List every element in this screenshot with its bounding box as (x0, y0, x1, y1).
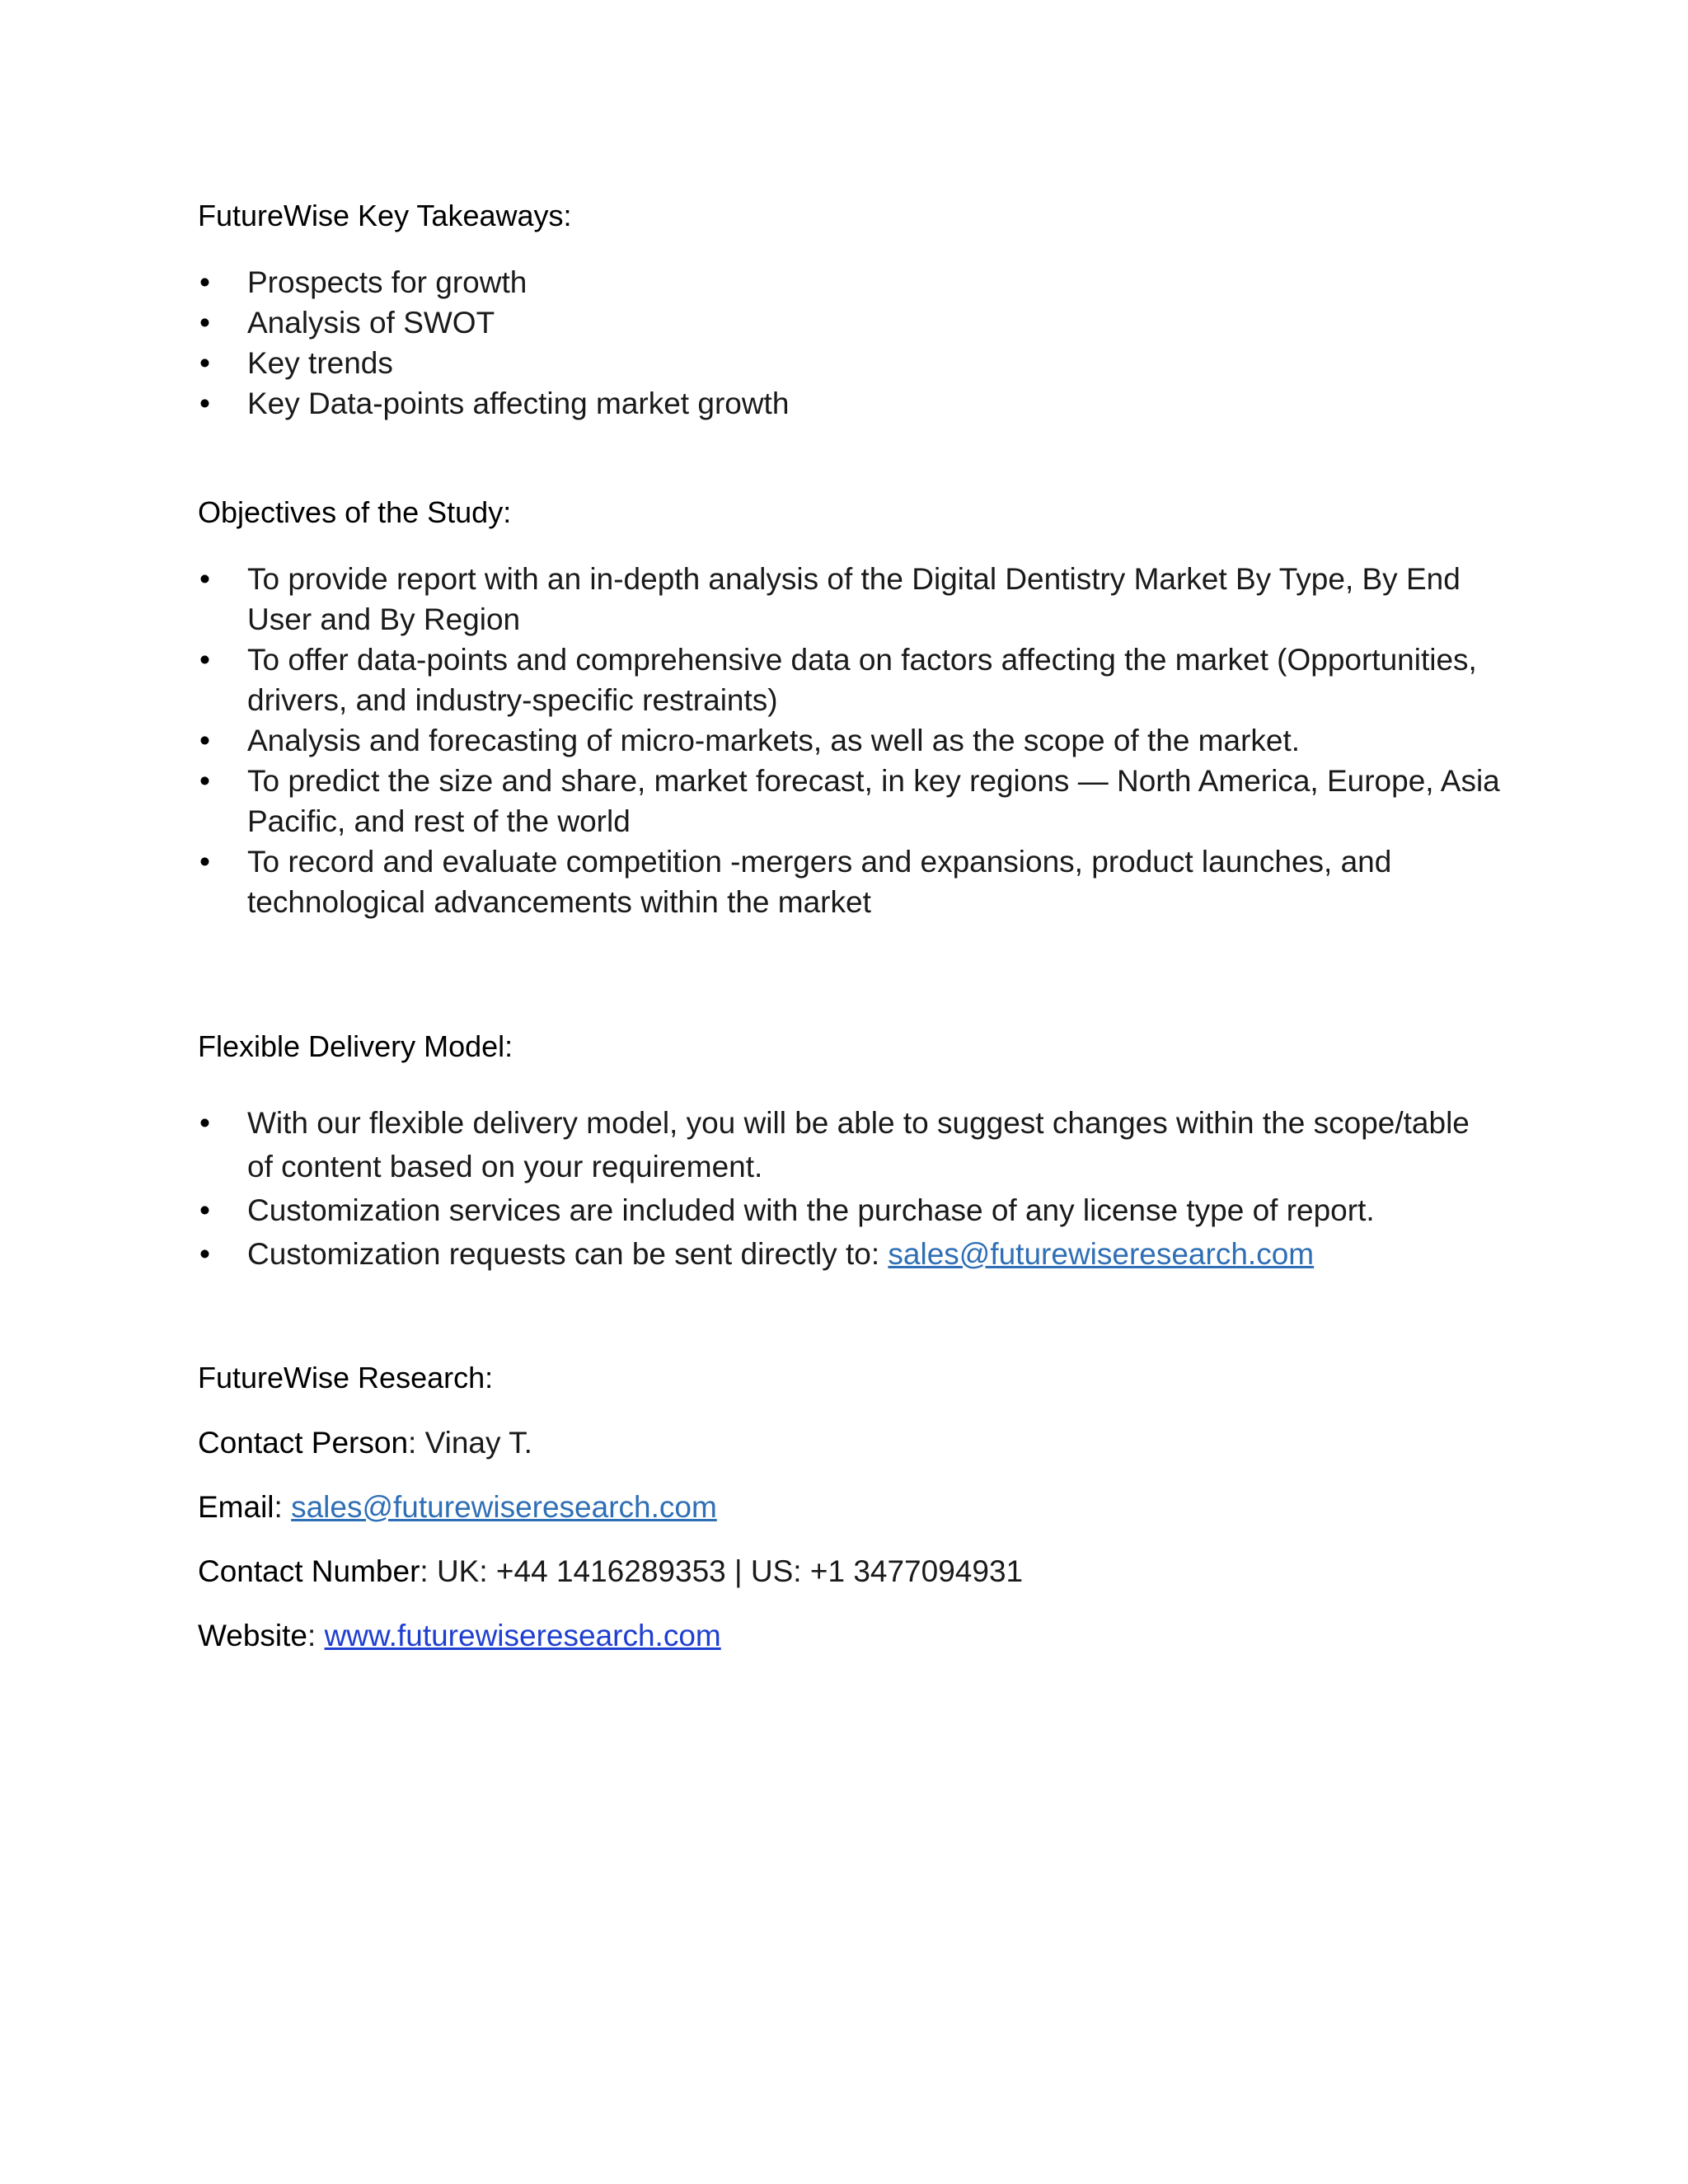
contact-number-line (198, 1553, 1023, 1591)
list-item: • To offer data-points and comprehensive data on factors affecting the market (Opportunities, drivers, and industry-specific restraints) (198, 640, 1500, 720)
bullet-icon: • (199, 265, 210, 299)
bullet-icon: • (199, 724, 210, 757)
contact-number-label: Contact Number (198, 1554, 420, 1588)
list-item: • Key Data-points affecting market growth (198, 383, 1500, 424)
list-item: • Customization requests can be sent directly to: sales@futurewiseresearch.com (198, 1232, 1500, 1276)
list-item: • Customization services are included with the purchase of any license type of report. (198, 1188, 1500, 1232)
customization-email-link[interactable]: sales@futurewiseresearch.com (888, 1237, 1315, 1271)
contact-person-label: Contact Person (198, 1426, 409, 1460)
delivery-list (198, 1101, 1500, 1276)
list-item: • With our flexible delivery model, you will be able to suggest changes within the scope/table of content based on your requirement. (198, 1101, 1500, 1188)
list-item: • Prospects for growth (198, 262, 1500, 302)
contact-person-line (198, 1424, 532, 1462)
list-item: • Analysis of SWOT (198, 302, 1500, 343)
label-separator: : (307, 1619, 325, 1652)
bullet-icon: • (199, 562, 210, 596)
list-item: • To record and evaluate competition -mergers and expansions, product launches, and technological advancements within the market (198, 841, 1500, 922)
list-item: • Key trends (198, 343, 1500, 383)
research-heading: FutureWise Research: (198, 1361, 494, 1394)
bullet-icon: • (199, 1237, 210, 1271)
bullet-icon: • (199, 1193, 210, 1227)
bullet-icon: • (199, 764, 210, 798)
bullet-icon: • (199, 387, 210, 420)
bullet-icon: • (199, 845, 210, 879)
website-label: Website (198, 1619, 307, 1652)
website-link[interactable]: www.futurewiseresearch.com (324, 1619, 721, 1652)
label-separator: : (420, 1554, 437, 1588)
bullet-icon: • (199, 346, 210, 380)
takeaways-heading: FutureWise Key Takeaways: (198, 199, 572, 232)
label-separator: : (274, 1490, 292, 1524)
list-item: • Analysis and forecasting of micro-markets, as well as the scope of the market. (198, 720, 1500, 761)
delivery-heading: Flexible Delivery Model: (198, 1029, 513, 1063)
list-item: • To provide report with an in-depth analysis of the Digital Dentistry Market By Type, By End User and By Region (198, 559, 1500, 640)
email-link[interactable]: sales@futurewiseresearch.com (291, 1490, 717, 1524)
list-item: • To predict the size and share, market forecast, in key regions — North America, Europe, Asia Pacific, and rest of the world (198, 761, 1500, 841)
contact-number-value: UK: +44 1416289353 | US: +1 3477094931 (436, 1554, 1024, 1588)
takeaways-list (198, 262, 1500, 424)
email-label: Email (198, 1490, 274, 1524)
bullet-icon: • (199, 306, 210, 340)
label-separator: : (408, 1426, 425, 1460)
objectives-list (198, 559, 1500, 922)
email-line (198, 1488, 717, 1526)
bullet-icon: • (199, 643, 210, 677)
objectives-heading: Objectives of the Study: (198, 495, 512, 529)
contact-person-value: Vinay T. (424, 1426, 532, 1460)
bullet-icon: • (199, 1106, 210, 1140)
website-line (198, 1617, 721, 1655)
